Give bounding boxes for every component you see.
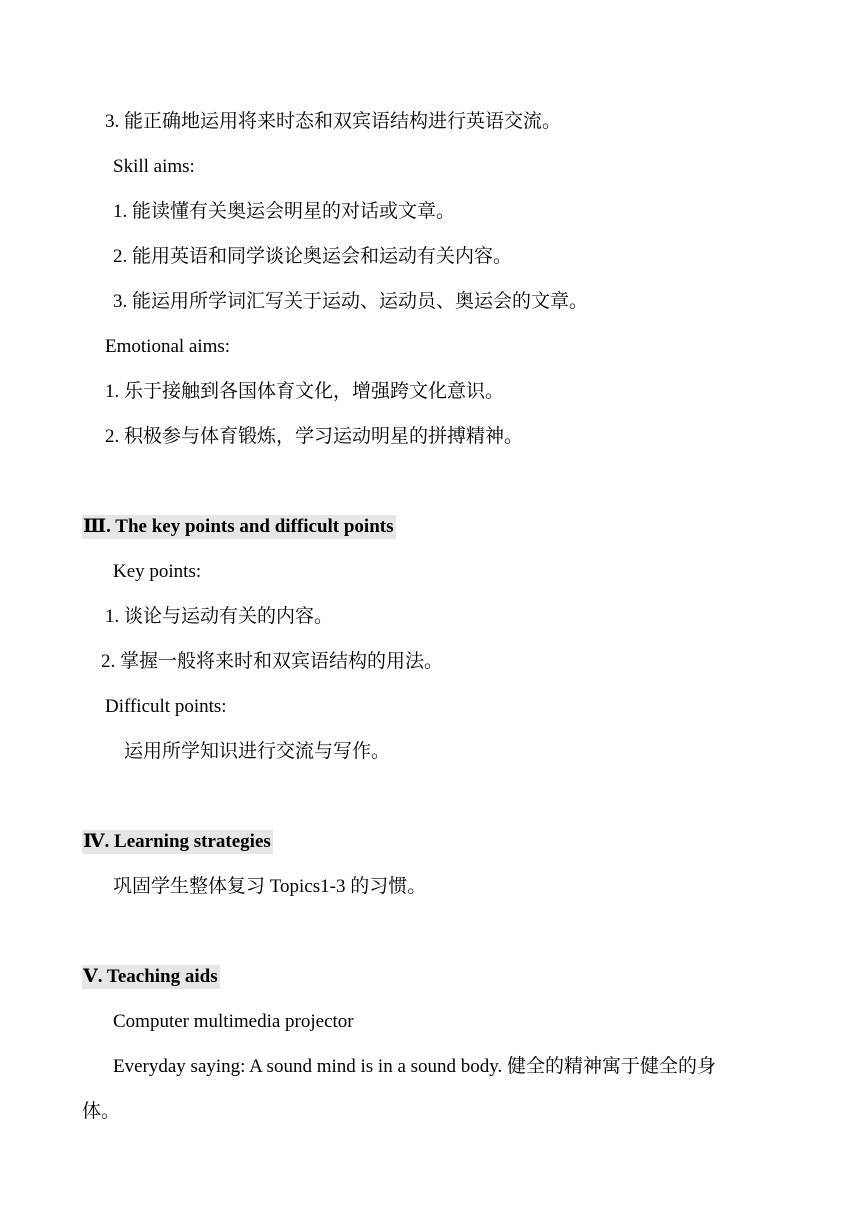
section-heading-key-points: Ⅲ. The key points and difficult points (83, 516, 394, 537)
everyday-saying-line: 体。 (82, 1101, 121, 1122)
emotional-aim-item: 1. 乐于接触到各国体育文化，增强跨文化意识。 (105, 381, 505, 402)
skill-aim-item: 2. 能用英语和同学谈论奥运会和运动有关内容。 (113, 246, 513, 267)
key-point-item: 1. 谈论与运动有关的内容。 (105, 606, 334, 627)
key-points-label: Key points: (113, 561, 202, 582)
teaching-aid-item: Computer multimedia projector (113, 1011, 354, 1032)
difficult-points-label: Difficult points: (105, 696, 227, 717)
section-heading-teaching-aids: Ⅴ. Teaching aids (83, 966, 218, 987)
emotional-aims-label: Emotional aims: (105, 336, 231, 357)
learning-strategy-text: 巩固学生整体复习 Topics1-3 的习惯。 (113, 876, 427, 897)
everyday-saying-line: Everyday saying: A sound mind is in a sound body. 健全的精神寓于健全的身 (113, 1056, 717, 1077)
key-point-item: 2. 掌握一般将来时和双宾语结构的用法。 (101, 651, 444, 672)
section-heading-learning-strategies: Ⅳ. Learning strategies (83, 831, 271, 852)
difficult-point-text: 运用所学知识进行交流与写作。 (124, 741, 391, 762)
emotional-aim-item: 2. 积极参与体育锻炼，学习运动明星的拼搏精神。 (105, 426, 524, 447)
skill-aim-item: 3. 能运用所学词汇写关于运动、运动员、奥运会的文章。 (113, 291, 589, 312)
knowledge-aim-item: 3. 能正确地运用将来时态和双宾语结构进行英语交流。 (105, 111, 562, 132)
skill-aim-item: 1. 能读懂有关奥运会明星的对话或文章。 (113, 201, 456, 222)
skill-aims-label: Skill aims: (113, 156, 195, 177)
